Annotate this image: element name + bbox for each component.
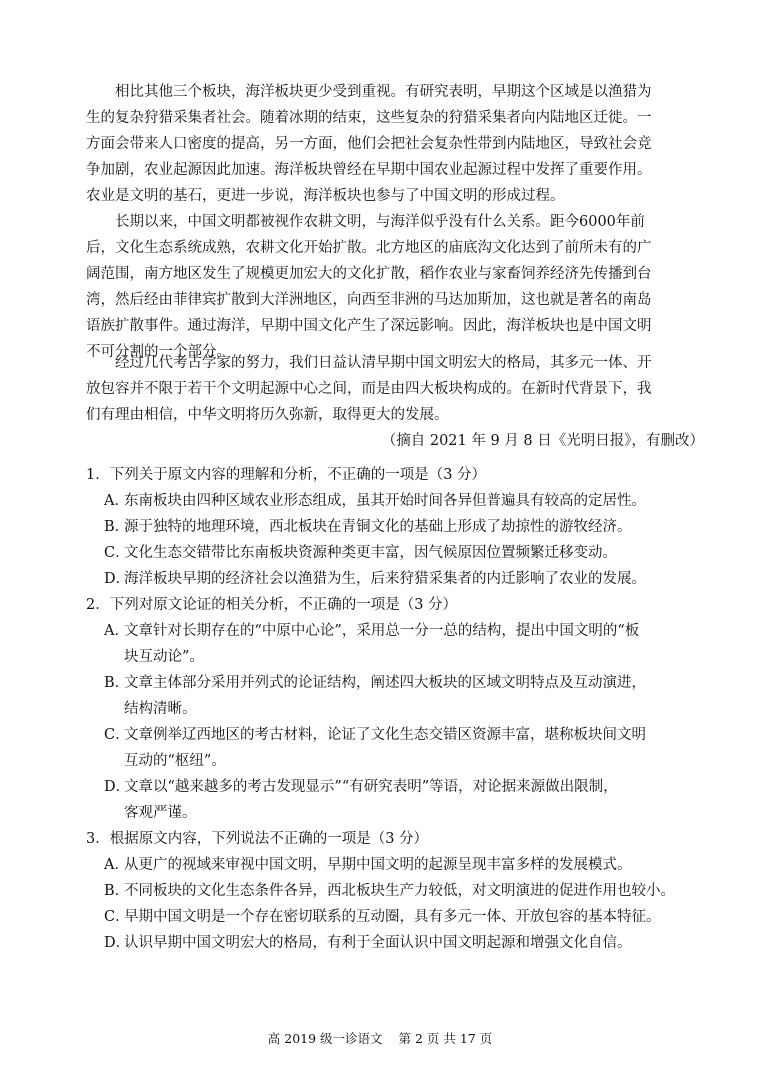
passage-line: 方面会带来人口密度的提高，另一方面，他们会把社会复杂性带到内陆地区，导致社会竞 bbox=[86, 136, 652, 152]
footer-page-number: 第 2 页 共 17 页 bbox=[398, 1031, 493, 1046]
option-text: 文章以“越来越多的考古发现显示”“有研究表明”等语，对论据来源做出限制， bbox=[124, 779, 618, 795]
option-letter: A． bbox=[104, 623, 129, 639]
passage-paragraph-1 bbox=[86, 79, 686, 209]
option-letter: D． bbox=[104, 935, 131, 951]
option-text: 从更广的视域来审视中国文明，早期中国文明的起源呈现丰富多样的发展模式。 bbox=[124, 857, 632, 873]
question-3 bbox=[86, 826, 706, 956]
passage-line: 生的复杂狩猎采集者社会。随着冰期的结束，这些复杂的狩猎采集者向内陆地区迁徙。一 bbox=[86, 110, 652, 126]
question-1 bbox=[86, 462, 706, 592]
option-text-continued: 互动的“枢纽”。 bbox=[124, 753, 226, 769]
option-letter: D． bbox=[104, 571, 131, 587]
page-footer bbox=[0, 1030, 760, 1048]
option-text: 文章针对长期存在的“中原中心论”，采用总一分一总的结构，提出中国文明的“板 bbox=[124, 623, 640, 639]
question-stem: 3．根据原文内容，下列说法不正确的一项是（3 分） bbox=[86, 831, 429, 847]
option-a bbox=[86, 852, 706, 878]
passage-line: 语族扩散事件。通过海洋，早期中国文化产生了深远影响。因此，海洋板块也是中国文明 bbox=[86, 318, 652, 334]
option-d bbox=[86, 930, 706, 956]
option-text: 认识早期中国文明宏大的格局，有利于全面认识中国文明起源和增强文化自信。 bbox=[124, 935, 632, 951]
passage-paragraph-3 bbox=[86, 350, 686, 428]
passage-line: 长期以来，中国文明都被视作农耕文明，与海洋似乎没有什么关系。距今6000年前 bbox=[115, 214, 645, 230]
option-letter: B． bbox=[104, 675, 130, 691]
passage-line: 相比其他三个板块，海洋板块更少受到重视。有研究表明，早期这个区域是以渔猎为 bbox=[115, 84, 652, 100]
option-letter: A． bbox=[104, 493, 129, 509]
option-c bbox=[86, 904, 706, 930]
option-d bbox=[86, 774, 706, 826]
passage-line: 经过几代考古学家的努力，我们日益认清早期中国文明宏大的格局，其多元一体、开 bbox=[115, 355, 652, 371]
option-a bbox=[86, 488, 706, 514]
option-b bbox=[86, 670, 706, 722]
option-d bbox=[86, 566, 706, 592]
question-stem: 2．下列对原文论证的相关分析，不正确的一项是（3 分） bbox=[86, 597, 458, 613]
option-letter: B． bbox=[104, 883, 130, 899]
passage-line: 不可分割的一个部分。 bbox=[86, 344, 231, 360]
option-text-continued: 客观严谨。 bbox=[124, 805, 197, 821]
passage-source: （摘自 2021 年 9 月 8 日《光明日报》，有删改） bbox=[381, 433, 704, 449]
option-letter: C． bbox=[104, 909, 130, 925]
option-b bbox=[86, 878, 706, 904]
question-stem: 1．下列关于原文内容的理解和分析，不正确的一项是（3 分） bbox=[86, 467, 487, 483]
option-c bbox=[86, 722, 706, 774]
option-letter: D． bbox=[104, 779, 131, 795]
option-text-continued: 结构清晰。 bbox=[124, 701, 197, 717]
option-text: 文章例举辽西地区的考古材料，论证了文化生态交错区资源丰富，堪称板块间文明 bbox=[124, 727, 646, 743]
option-text: 海洋板块早期的经济社会以渔猎为生，后来狩猎采集者的内迁影响了农业的发展。 bbox=[124, 571, 646, 587]
option-text: 不同板块的文化生态条件各异，西北板块生产力较低，对文明演进的促进作用也较小。 bbox=[124, 883, 675, 899]
option-b bbox=[86, 514, 706, 540]
option-letter: C． bbox=[104, 545, 130, 561]
option-text-continued: 块互动论”。 bbox=[124, 649, 204, 665]
option-c bbox=[86, 540, 706, 566]
passage-line: 阔范围，南方地区发生了规模更加宏大的文化扩散，稻作农业与家畜饲养经济先传播到台 bbox=[86, 266, 652, 282]
option-text: 东南板块由四种区域农业形态组成，虽其开始时间各异但普遍具有较高的定居性。 bbox=[124, 493, 646, 509]
option-text: 早期中国文明是一个存在密切联系的互动圈，具有多元一体、开放包容的基本特征。 bbox=[124, 909, 661, 925]
option-letter: A． bbox=[104, 857, 129, 873]
footer-exam-name: 高 2019 级一诊语文 bbox=[267, 1031, 383, 1046]
option-text: 源于独特的地理环境，西北板块在青铜文化的基础上形成了劫掠性的游牧经济。 bbox=[124, 519, 632, 535]
passage-line: 后，文化生态系统成熟，农耕文化开始扩散。北方地区的庙底沟文化达到了前所未有的广 bbox=[86, 240, 652, 256]
question-list bbox=[86, 462, 706, 956]
passage-line: 湾，然后经由菲律宾扩散到大洋洲地区，向西至非洲的马达加斯加，这也就是著名的南岛 bbox=[86, 292, 652, 308]
passage-line: 放包容并不限于若干个文明起源中心之间，而是由四大板块构成的。在新时代背景下，我 bbox=[86, 381, 652, 397]
passage-line: 农业是文明的基石，更进一步说，海洋板块也参与了中国文明的形成过程。 bbox=[86, 188, 565, 204]
option-letter: C． bbox=[104, 727, 130, 743]
option-letter: B． bbox=[104, 519, 130, 535]
passage-line: 们有理由相信，中华文明将历久弥新，取得更大的发展。 bbox=[86, 407, 449, 423]
option-a bbox=[86, 618, 706, 670]
question-2 bbox=[86, 592, 706, 826]
option-text: 文章主体部分采用并列式的论证结构，阐述四大板块的区域文明特点及互动演进， bbox=[124, 675, 646, 691]
passage-line: 争加剧，农业起源因此加速。海洋板块曾经在早期中国农业起源过程中发挥了重要作用。 bbox=[86, 162, 652, 178]
passage-paragraph-2 bbox=[86, 209, 686, 365]
option-text: 文化生态交错带比东南板块资源种类更丰富，因气候原因位置频繁迁移变动。 bbox=[124, 545, 617, 561]
